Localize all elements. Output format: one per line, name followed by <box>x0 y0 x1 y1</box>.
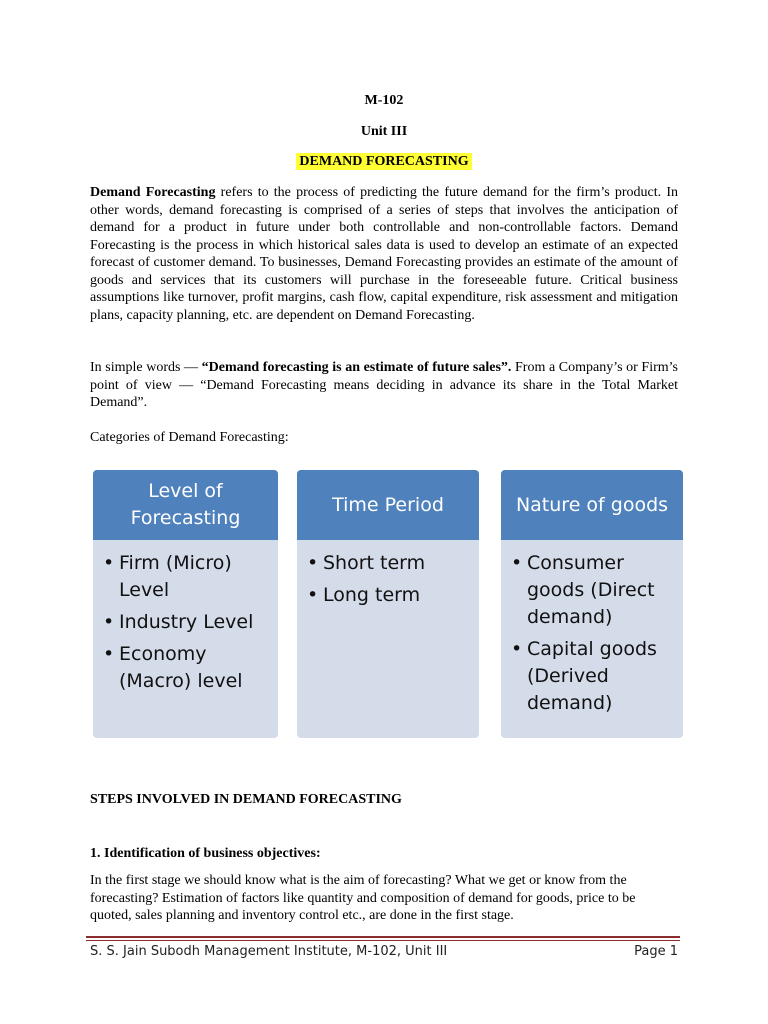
intro-paragraph <box>90 184 678 324</box>
intro-term: Demand Forecasting <box>90 185 216 200</box>
list-item: • Short term <box>305 550 473 577</box>
category-box-time <box>297 470 479 738</box>
category-list <box>93 540 278 695</box>
page-title: DEMAND FORECASTING <box>296 153 471 170</box>
category-list <box>297 540 479 609</box>
simple-words-prefix: In simple words — <box>90 360 202 375</box>
list-item: • Capital goods (Derived demand) <box>509 636 677 717</box>
category-box-goods <box>501 470 683 738</box>
simple-words-quote: “Demand forecasting is an estimate of future sales”. <box>201 360 512 375</box>
course-code: M-102 <box>364 93 404 108</box>
list-item: • Economy (Macro) level <box>101 641 272 695</box>
list-item: • Consumer goods (Direct demand) <box>509 550 677 631</box>
list-item: • Industry Level <box>101 609 272 636</box>
step1-paragraph: In the first stage we should know what is the aim of forecasting? What we get or know from the forecasting? Estimation of factors like quantity and composition of demand for goods, price to be quoted, sales planning and inventory control etc., are done in the first stage. <box>90 873 636 923</box>
simple-words-paragraph <box>90 359 678 412</box>
unit-label: Unit III <box>360 124 408 139</box>
category-box-level <box>93 470 278 738</box>
footer-institute: S. S. Jain Subodh Management Institute, M-102, Unit III <box>90 944 448 959</box>
category-list <box>501 540 683 717</box>
category-heading: Nature of goods <box>501 470 683 540</box>
footer-rule <box>86 936 680 938</box>
category-heading: Time Period <box>297 470 479 540</box>
categories-label: Categories of Demand Forecasting: <box>90 430 289 445</box>
list-item: • Long term <box>305 582 473 609</box>
footer-rule-thin <box>86 940 680 941</box>
simple-words-suffix: From a Company’s or Firm’s point of view — “Demand Forecasting means deciding in advance its share in the Total Market Demand”. <box>90 360 678 410</box>
steps-heading: STEPS INVOLVED IN DEMAND FORECASTING <box>90 792 402 807</box>
category-heading: Level of Forecasting <box>93 470 278 540</box>
page-number: Page 1 <box>634 944 678 959</box>
list-item: • Firm (Micro) Level <box>101 550 272 604</box>
step1-heading: 1. Identification of business objectives: <box>90 846 321 861</box>
page-title-wrap <box>0 154 768 170</box>
intro-text: refers to the process of predicting the future demand for the firm’s product. In other words, demand forecasting is comprised of a series of steps that involves the anticipation of demand for a product in future under both controllable and non-controllable factors. Demand Forecasting is the process in which historical sales data is used to develop an estimate of an expected forecast of customer demand. To businesses, Demand Forecasting provides an estimate of the amount of goods and services that its customers will purchase in the foreseeable future. Critical business assumptions like turnover, profit margins, cash flow, capital expenditure, risk assessment and mitigation plans, capacity planning, etc. are dependent on Demand Forecasting. <box>90 185 678 323</box>
